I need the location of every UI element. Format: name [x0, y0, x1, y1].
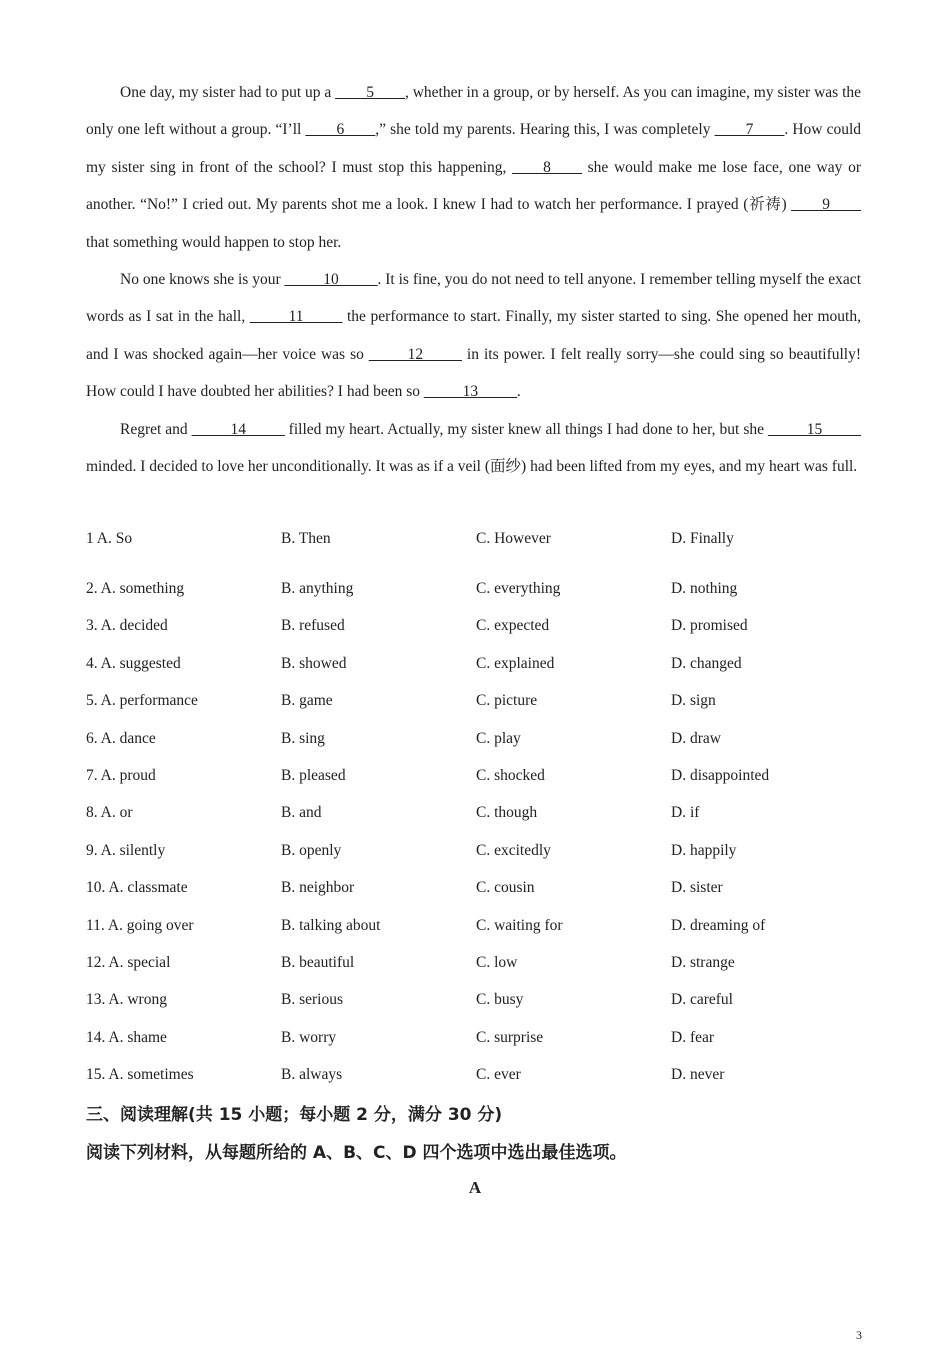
- blank-14: _____14_____: [191, 420, 285, 438]
- section-heading: 三、阅读理解(共 15 小题；每小题 2 分，满分 30 分): [86, 1105, 503, 1125]
- option-b: B. pleased: [281, 767, 346, 785]
- text: filled my heart. Actually, my sister knew all things I had done to her, but she: [284, 420, 768, 438]
- option-row-15: [86, 1056, 886, 1093]
- text: she would make me lose face, one way or another. “No!” I cried out. My parents shot me a look. I knew I had to watch her performance. I prayed (祈祷): [86, 158, 861, 214]
- blank-8: ____8____: [512, 158, 582, 176]
- option-c: C. excitedly: [476, 841, 551, 859]
- text: , whether in a group, or by herself. As you can imagine, my sister was the only one left without a group. “I’ll: [86, 84, 862, 139]
- option-b: B. refused: [281, 617, 345, 635]
- option-b: B. anything: [281, 580, 354, 598]
- blank-9: ____9____: [791, 196, 861, 214]
- option-b: B. and: [281, 804, 322, 822]
- cloze-passage: [86, 74, 861, 485]
- option-b: B. talking about: [281, 916, 381, 934]
- option-a: 15. A. sometimes: [86, 1066, 194, 1084]
- option-row-11: [86, 907, 886, 944]
- option-c: C. ever: [476, 1066, 521, 1084]
- paragraph-2: [86, 261, 861, 411]
- option-c: C. shocked: [476, 767, 545, 785]
- option-b: B. Then: [281, 529, 331, 547]
- option-a: 1 A. So: [86, 529, 133, 547]
- option-row-4: [86, 645, 886, 682]
- option-b: B. sing: [281, 729, 325, 747]
- option-row-13: [86, 982, 886, 1019]
- page-number: 3: [856, 1328, 862, 1342]
- option-row-5: [86, 683, 886, 720]
- option-d: D. nothing: [671, 580, 738, 598]
- option-c: C. play: [476, 729, 521, 747]
- option-a: 11. A. going over: [86, 916, 194, 934]
- option-a: 12. A. special: [86, 953, 171, 971]
- option-a: 14. A. shame: [86, 1028, 167, 1046]
- option-d: D. strange: [671, 953, 735, 971]
- option-c: C. cousin: [476, 879, 535, 897]
- option-a: 10. A. classmate: [86, 879, 188, 897]
- option-d: D. sister: [671, 879, 723, 897]
- option-b: B. worry: [281, 1028, 337, 1046]
- text: . How could my sister sing in front of the school? I must stop this happening,: [86, 121, 862, 176]
- option-d: D. promised: [671, 617, 748, 635]
- option-d: D. sign: [671, 692, 716, 710]
- text: that something would happen to stop her.: [86, 233, 342, 251]
- option-d: D. disappointed: [671, 767, 770, 785]
- option-b: B. showed: [281, 654, 347, 672]
- text: No one knows she is your: [120, 271, 285, 289]
- option-a: 3. A. decided: [86, 617, 168, 635]
- section-instruction: 阅读下列材料，从每题所给的 A、B、C、D 四个选项中选出最佳选项。: [86, 1143, 627, 1163]
- option-a: 7. A. proud: [86, 767, 156, 785]
- option-a: 2. A. something: [86, 580, 185, 598]
- option-d: D. never: [671, 1066, 725, 1084]
- blank-10: _____10_____: [284, 271, 378, 289]
- option-c: C. everything: [476, 580, 561, 598]
- option-row-7: [86, 757, 886, 794]
- option-row-14: [86, 1019, 886, 1056]
- option-c: C. picture: [476, 692, 538, 710]
- text: minded. I decided to love her unconditionally. It was as if a veil (面纱) had been lifted from my eyes, and my heart was full.: [86, 458, 858, 476]
- blank-6: ____6____: [305, 121, 376, 139]
- blank-5: ____5____: [335, 84, 405, 101]
- option-row-1: [86, 520, 886, 557]
- paragraph-3: [86, 411, 861, 486]
- option-d: D. happily: [671, 841, 737, 859]
- option-b: B. always: [281, 1066, 343, 1084]
- option-a: 6. A. dance: [86, 729, 156, 747]
- option-c: C. though: [476, 804, 538, 822]
- option-b: B. neighbor: [281, 879, 355, 897]
- option-row-10: [86, 870, 886, 907]
- option-c: C. waiting for: [476, 916, 563, 934]
- option-a: 4. A. suggested: [86, 654, 181, 672]
- option-row-3: [86, 608, 886, 645]
- option-d: D. careful: [671, 991, 733, 1009]
- option-c: C. However: [476, 529, 551, 547]
- option-b: B. beautiful: [281, 953, 355, 971]
- option-a: 8. A. or: [86, 804, 133, 822]
- option-d: D. if: [671, 804, 700, 822]
- option-b: B. openly: [281, 841, 342, 859]
- option-row-2: [86, 570, 886, 607]
- option-row-12: [86, 944, 886, 981]
- option-b: B. game: [281, 692, 333, 710]
- text: ,” she told my parents. Hearing this, I was completely: [375, 121, 715, 139]
- option-row-9: [86, 832, 886, 869]
- blank-12: _____12_____: [368, 345, 462, 363]
- text: One day, my sister had to put up a: [120, 84, 336, 101]
- text: .: [516, 383, 521, 401]
- option-row-6: [86, 720, 886, 757]
- option-d: D. Finally: [671, 529, 734, 547]
- option-a: 13. A. wrong: [86, 991, 167, 1009]
- option-d: D. fear: [671, 1028, 715, 1046]
- option-c: C. busy: [476, 991, 524, 1009]
- blank-11: _____11_____: [249, 308, 343, 326]
- option-row-8: [86, 795, 886, 832]
- option-c: C. surprise: [476, 1028, 544, 1046]
- part-label: A: [468, 1178, 482, 1197]
- option-d: D. dreaming of: [671, 916, 766, 934]
- blank-7: ____7____: [714, 121, 785, 139]
- paragraph-1: [86, 74, 861, 261]
- option-d: D. changed: [671, 654, 742, 672]
- text: . It is fine, you do not need to tell anyone. I remember telling myself the exact words as I sat in the hall,: [86, 271, 861, 326]
- option-b: B. serious: [281, 991, 343, 1009]
- blank-15: _____15_____: [768, 420, 861, 438]
- blank-13: _____13_____: [423, 383, 517, 401]
- text: the performance to start. Finally, my sister started to sing. She opened her mouth, and I was shocked again—her voice was so: [86, 308, 861, 363]
- text: Regret and: [120, 420, 192, 438]
- text: in its power. I felt really sorry—she could sing so beautifully! How could I have doubted her abilities? I had been so: [86, 345, 862, 401]
- option-c: C. low: [476, 953, 518, 971]
- option-c: C. explained: [476, 654, 555, 672]
- option-a: 5. A. performance: [86, 692, 198, 710]
- option-d: D. draw: [671, 729, 721, 747]
- option-a: 9. A. silently: [86, 841, 166, 859]
- answer-options: [86, 520, 886, 1094]
- option-c: C. expected: [476, 617, 550, 635]
